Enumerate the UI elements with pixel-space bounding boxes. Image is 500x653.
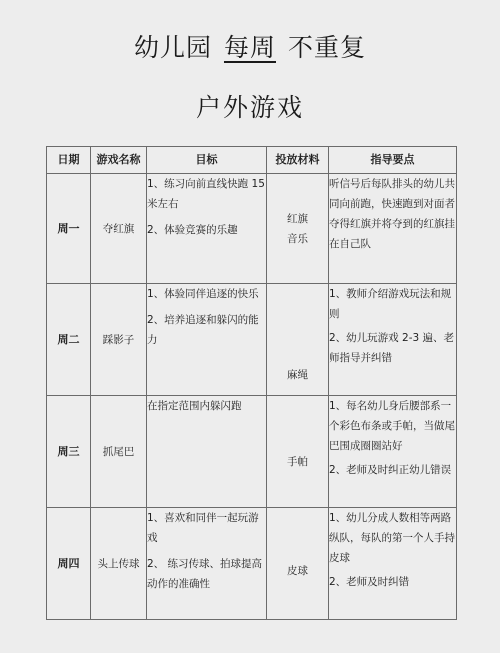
title-part-kindergarten: 幼儿园 bbox=[133, 33, 212, 62]
header-goal: 目标 bbox=[147, 147, 267, 174]
guidance-item: 1、每名幼儿身后腰部系一个彩色布条或手帕，当做尾巴围成圈圈站好 bbox=[329, 400, 455, 452]
goal-item: 2、 练习传球、拍球提高动作的准确性 bbox=[147, 558, 263, 590]
game-name-cell: 夺红旗 bbox=[91, 174, 147, 284]
table-row bbox=[47, 396, 457, 508]
game-name-cell: 抓尾巴 bbox=[91, 396, 147, 508]
materials-cell bbox=[267, 508, 329, 620]
guidance-cell bbox=[329, 174, 457, 284]
goal-item: 1、练习向前直线快跑 15 米左右 bbox=[147, 178, 265, 210]
goal-cell bbox=[147, 174, 267, 284]
guidance-cell bbox=[329, 508, 457, 620]
guidance-item: 听信号后每队排头的幼儿共同向前跑，快速跑到对面者夺得红旗并将夺到的红旗挂在自己队 bbox=[329, 178, 455, 250]
materials-cell bbox=[267, 284, 329, 396]
page-subtitle: 户外游戏 bbox=[195, 93, 304, 122]
material-item: 皮球 bbox=[287, 564, 308, 577]
material-item: 麻绳 bbox=[287, 369, 308, 381]
materials-cell bbox=[267, 174, 329, 284]
table-row bbox=[47, 284, 457, 396]
header-game-name: 游戏名称 bbox=[91, 147, 147, 174]
guidance-item: 2、老师及时纠错 bbox=[329, 576, 410, 588]
material-item: 手帕 bbox=[287, 455, 308, 468]
guidance-item: 1、教师介绍游戏玩法和规则 bbox=[329, 288, 452, 320]
title-part-weekly: 每周 bbox=[223, 33, 276, 62]
title-part-no-repeat: 不重复 bbox=[288, 33, 367, 62]
goal-item: 1、体验同伴追逐的快乐 bbox=[147, 288, 259, 300]
header-guidance: 指导要点 bbox=[329, 147, 457, 174]
game-schedule-table bbox=[46, 146, 457, 620]
materials-cell bbox=[267, 396, 329, 508]
game-name-cell: 踩影子 bbox=[91, 284, 147, 396]
guidance-item: 1、幼儿分成人数相等两路纵队，每队的第一个人手持皮球 bbox=[329, 512, 455, 564]
material-item: 红旗 bbox=[287, 212, 308, 225]
goal-cell bbox=[147, 396, 267, 508]
goal-cell bbox=[147, 508, 267, 620]
goal-item: 2、培养追逐和躲闪的能力 bbox=[147, 314, 259, 346]
header-materials: 投放材料 bbox=[267, 147, 329, 174]
day-cell: 周一 bbox=[47, 174, 91, 284]
day-cell: 周二 bbox=[47, 284, 91, 396]
guidance-item: 2、幼儿玩游戏 2-3 遍、老师指导并纠错 bbox=[329, 332, 455, 364]
table-header-row bbox=[47, 147, 457, 174]
goal-item: 1、喜欢和同伴一起玩游戏 bbox=[147, 512, 259, 544]
goal-cell bbox=[147, 284, 267, 396]
goal-item: 2、体验竞赛的乐趣 bbox=[147, 224, 238, 236]
day-cell: 周三 bbox=[47, 396, 91, 508]
header-date: 日期 bbox=[47, 147, 91, 174]
table-row bbox=[47, 508, 457, 620]
table-row bbox=[47, 174, 457, 284]
material-item: 音乐 bbox=[287, 232, 308, 245]
guidance-cell bbox=[329, 284, 457, 396]
goal-item: 在指定范围内躲闪跑 bbox=[147, 400, 242, 412]
guidance-item: 2、老师及时纠正幼儿错误 bbox=[329, 464, 452, 476]
day-cell: 周四 bbox=[47, 508, 91, 620]
guidance-cell bbox=[329, 396, 457, 508]
game-name-cell: 头上传球 bbox=[91, 508, 147, 620]
page-title bbox=[0, 28, 500, 68]
